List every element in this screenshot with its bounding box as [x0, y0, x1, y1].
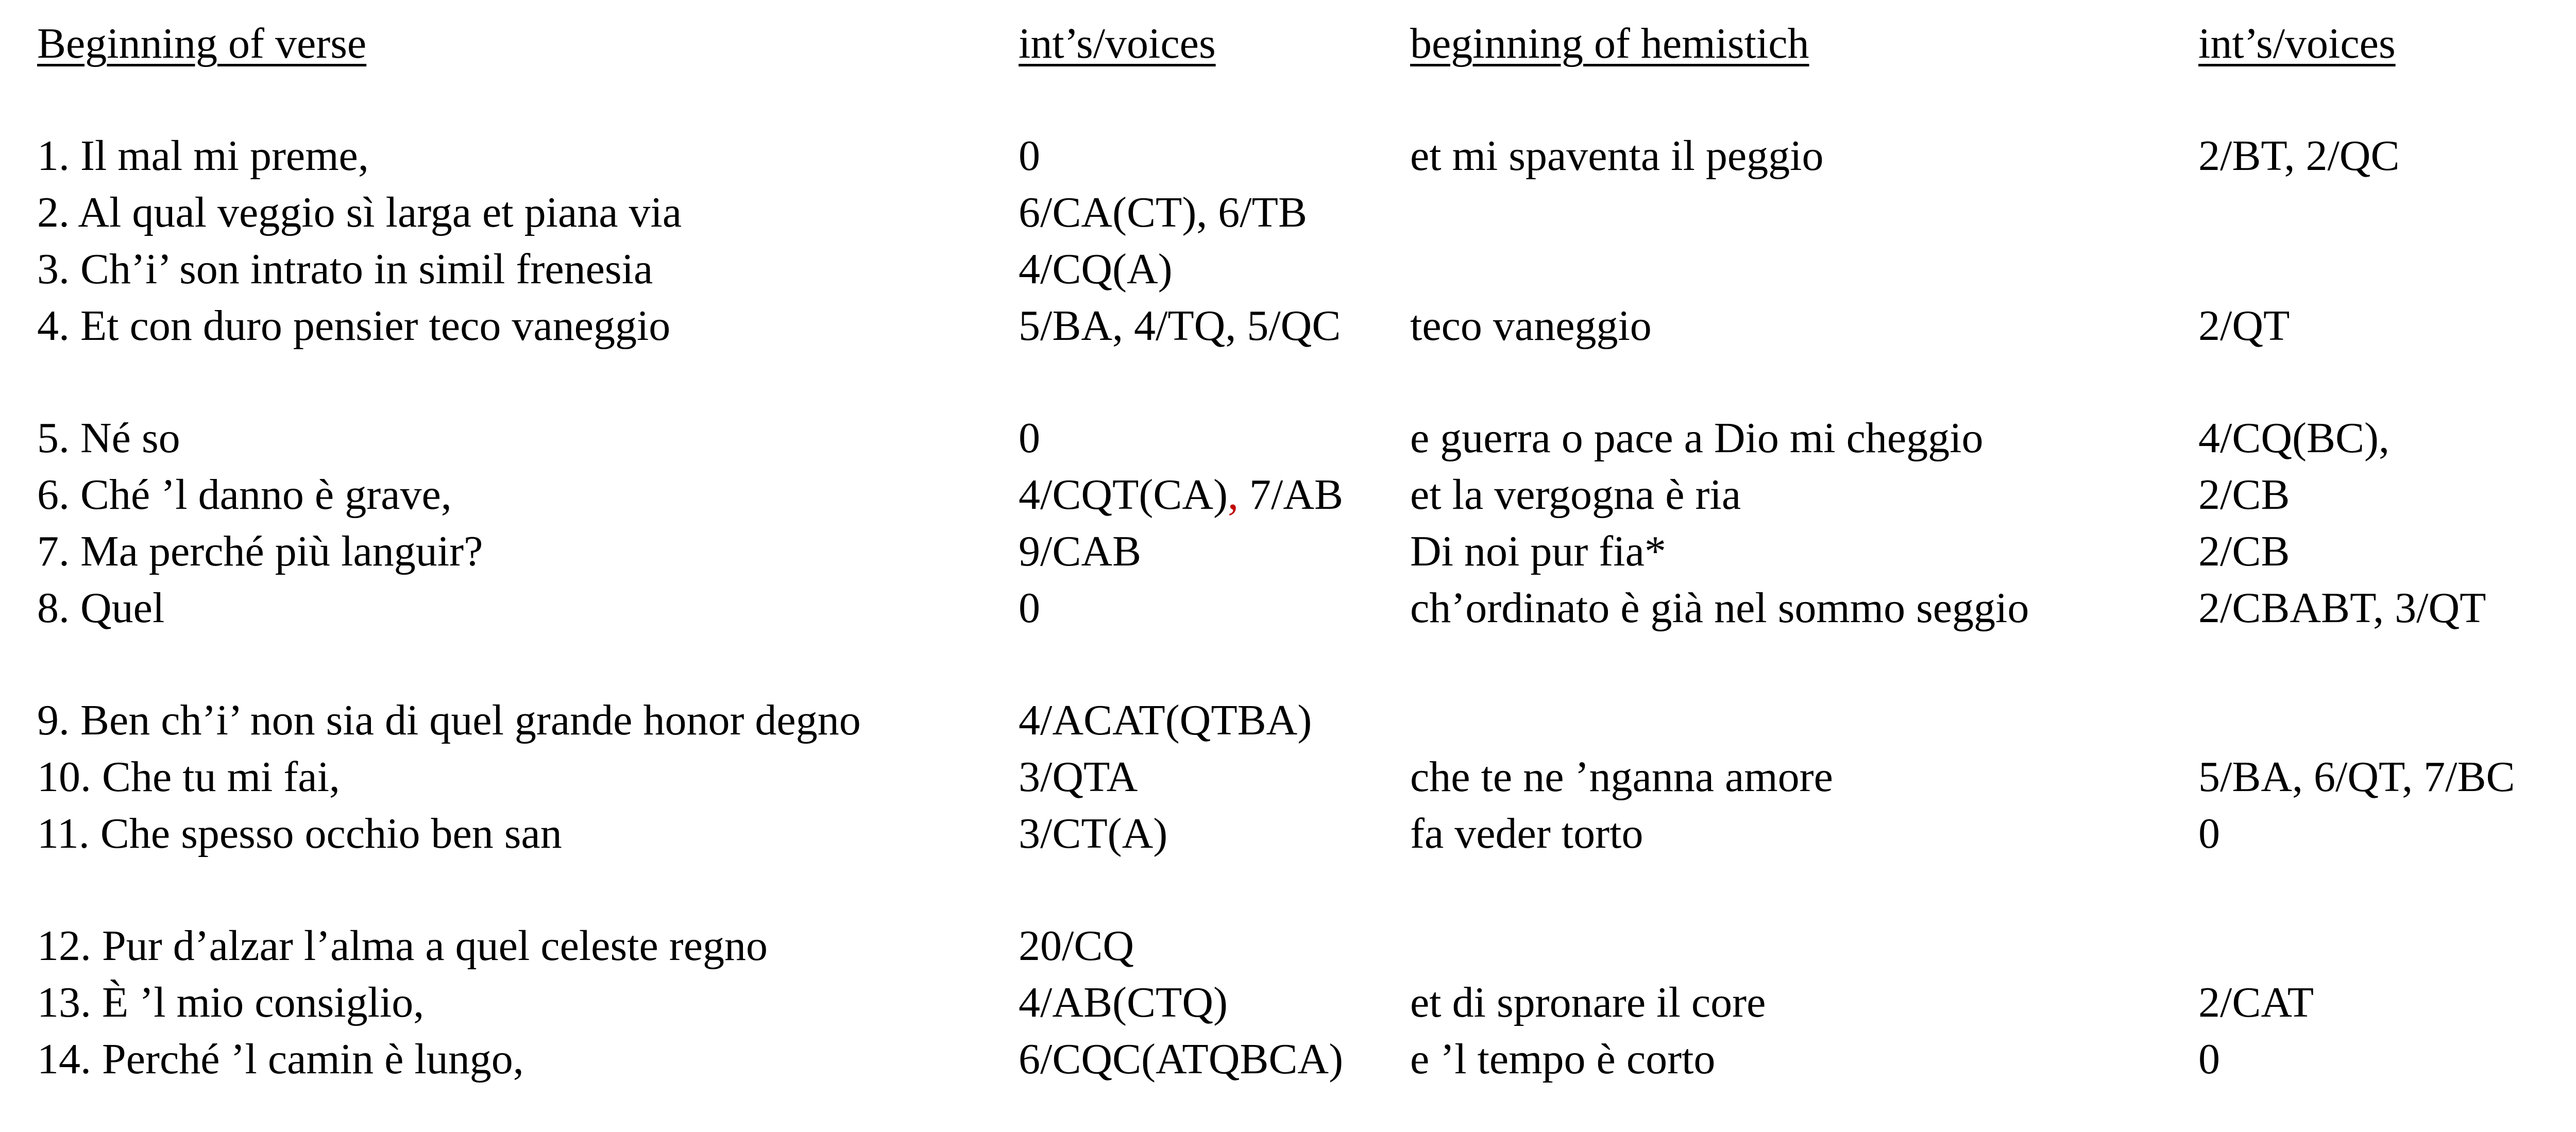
- red-comma: ,: [1227, 471, 1239, 519]
- hemistich-ints-voices-cell: 0: [2198, 810, 2220, 857]
- ints-voices-cell: 4/ACAT(QTBA): [1019, 696, 1312, 744]
- hemistich-ints-voices-cell: 2/CB: [2198, 471, 2290, 519]
- hemistich-ints-voices-cell: 0: [2198, 1035, 2220, 1083]
- hemistich-cell: e guerra o pace a Dio mi cheggio: [1410, 414, 1984, 462]
- ints-voices-cell: 5/BA, 4/TQ, 5/QC: [1019, 302, 1341, 350]
- table-row: [37, 805, 2562, 862]
- table-row: [37, 692, 2562, 749]
- verse-cell: 9. Ben ch’i’ non sia di quel grande honor degno: [37, 696, 861, 744]
- table-row: [37, 918, 2562, 974]
- ints-voices-cell: 0: [1019, 584, 1040, 632]
- verse-cell: 6. Ché ’l danno è grave,: [37, 471, 452, 519]
- table-row: [37, 410, 2562, 467]
- ints-voices-cell: 4/AB(CTQ): [1019, 979, 1228, 1026]
- header-ints-voices-2: int’s/voices: [2198, 20, 2396, 67]
- verse-cell: 7. Ma perché più languir?: [37, 527, 483, 575]
- verse-cell: 13. È ’l mio consiglio,: [37, 979, 425, 1026]
- ints-voices-cell: [1019, 467, 1343, 523]
- hemistich-ints-voices-cell: 2/CBABT, 3/QT: [2198, 584, 2486, 632]
- table-row: [37, 580, 2562, 637]
- ints-voices-cell: 3/QTA: [1019, 753, 1138, 801]
- ints-voices-cell: 4/CQ(A): [1019, 245, 1173, 293]
- hemistich-ints-voices-cell: 2/BT, 2/QC: [2198, 132, 2400, 180]
- verse-cell: 2. Al qual veggio sì larga et piana via: [37, 188, 682, 236]
- hemistich-ints-voices-cell: 2/CAT: [2198, 979, 2314, 1026]
- table-row: [37, 241, 2562, 298]
- ints-voices-cell: 0: [1019, 414, 1040, 462]
- stanza-gap: [37, 354, 2562, 410]
- verse-cell: 1. Il mal mi preme,: [37, 132, 369, 180]
- ints-voices-part: 7/AB: [1238, 471, 1344, 519]
- verse-cell: 10. Che tu mi fai,: [37, 753, 340, 801]
- verse-cell: 8. Quel: [37, 584, 165, 632]
- hemistich-ints-voices-cell: 2/CB: [2198, 527, 2290, 575]
- hemistich-cell: et di spronare il core: [1410, 979, 1766, 1026]
- hemistich-cell: fa veder torto: [1410, 810, 1643, 857]
- verse-cell: 14. Perché ’l camin è lungo,: [37, 1035, 524, 1083]
- verse-cell: 3. Ch’i’ son intrato in simil frenesia: [37, 245, 653, 293]
- table-row: [37, 974, 2562, 1031]
- hemistich-ints-voices-cell: 5/BA, 6/QT, 7/BC: [2198, 753, 2515, 801]
- hemistich-cell: teco vaneggio: [1410, 302, 1652, 350]
- hemistich-cell: et mi spaventa il peggio: [1410, 132, 1824, 180]
- stanza-gap: [37, 862, 2562, 918]
- header-beginning-of-hemistich: beginning of hemistich: [1410, 20, 1809, 67]
- ints-voices-cell: 6/CA(CT), 6/TB: [1019, 188, 1307, 236]
- table-header-row: [37, 15, 2562, 72]
- ints-voices-cell: 3/CT(A): [1019, 810, 1168, 857]
- header-beginning-of-verse: Beginning of verse: [37, 20, 367, 67]
- table-row: [37, 467, 2562, 523]
- verse-cell: 5. Né so: [37, 414, 180, 462]
- hemistich-ints-voices-cell: 2/QT: [2198, 302, 2290, 350]
- ints-voices-cell: 0: [1019, 132, 1040, 180]
- verse-interval-table: [37, 15, 2562, 1088]
- ints-voices-cell: 6/CQC(ATQBCA): [1019, 1035, 1344, 1083]
- verse-cell: 11. Che spesso occhio ben san: [37, 810, 562, 857]
- table-row: [37, 128, 2562, 184]
- verse-cell: 12. Pur d’alzar l’alma a quel celeste regno: [37, 922, 768, 970]
- table-row: [37, 523, 2562, 580]
- hemistich-cell: Di noi pur fia*: [1410, 527, 1666, 575]
- header-ints-voices-1: int’s/voices: [1019, 20, 1216, 67]
- ints-voices-part: 4/CQT(CA): [1019, 471, 1228, 519]
- stanza-gap: [37, 637, 2562, 692]
- table-row: [37, 184, 2562, 241]
- hemistich-cell: che te ne ’nganna amore: [1410, 753, 1833, 801]
- stanza-gap: [37, 72, 2562, 128]
- hemistich-ints-voices-cell: 4/CQ(BC),: [2198, 414, 2390, 462]
- hemistich-cell: e ’l tempo è corto: [1410, 1035, 1716, 1083]
- table-row: [37, 749, 2562, 805]
- hemistich-cell: et la vergogna è ria: [1410, 471, 1741, 519]
- ints-voices-cell: 9/CAB: [1019, 527, 1142, 575]
- ints-voices-cell: 20/CQ: [1019, 922, 1134, 970]
- verse-cell: 4. Et con duro pensier teco vaneggio: [37, 302, 671, 350]
- table-row: [37, 1031, 2562, 1088]
- hemistich-cell: ch’ordinato è già nel sommo seggio: [1410, 584, 2029, 632]
- table-row: [37, 298, 2562, 354]
